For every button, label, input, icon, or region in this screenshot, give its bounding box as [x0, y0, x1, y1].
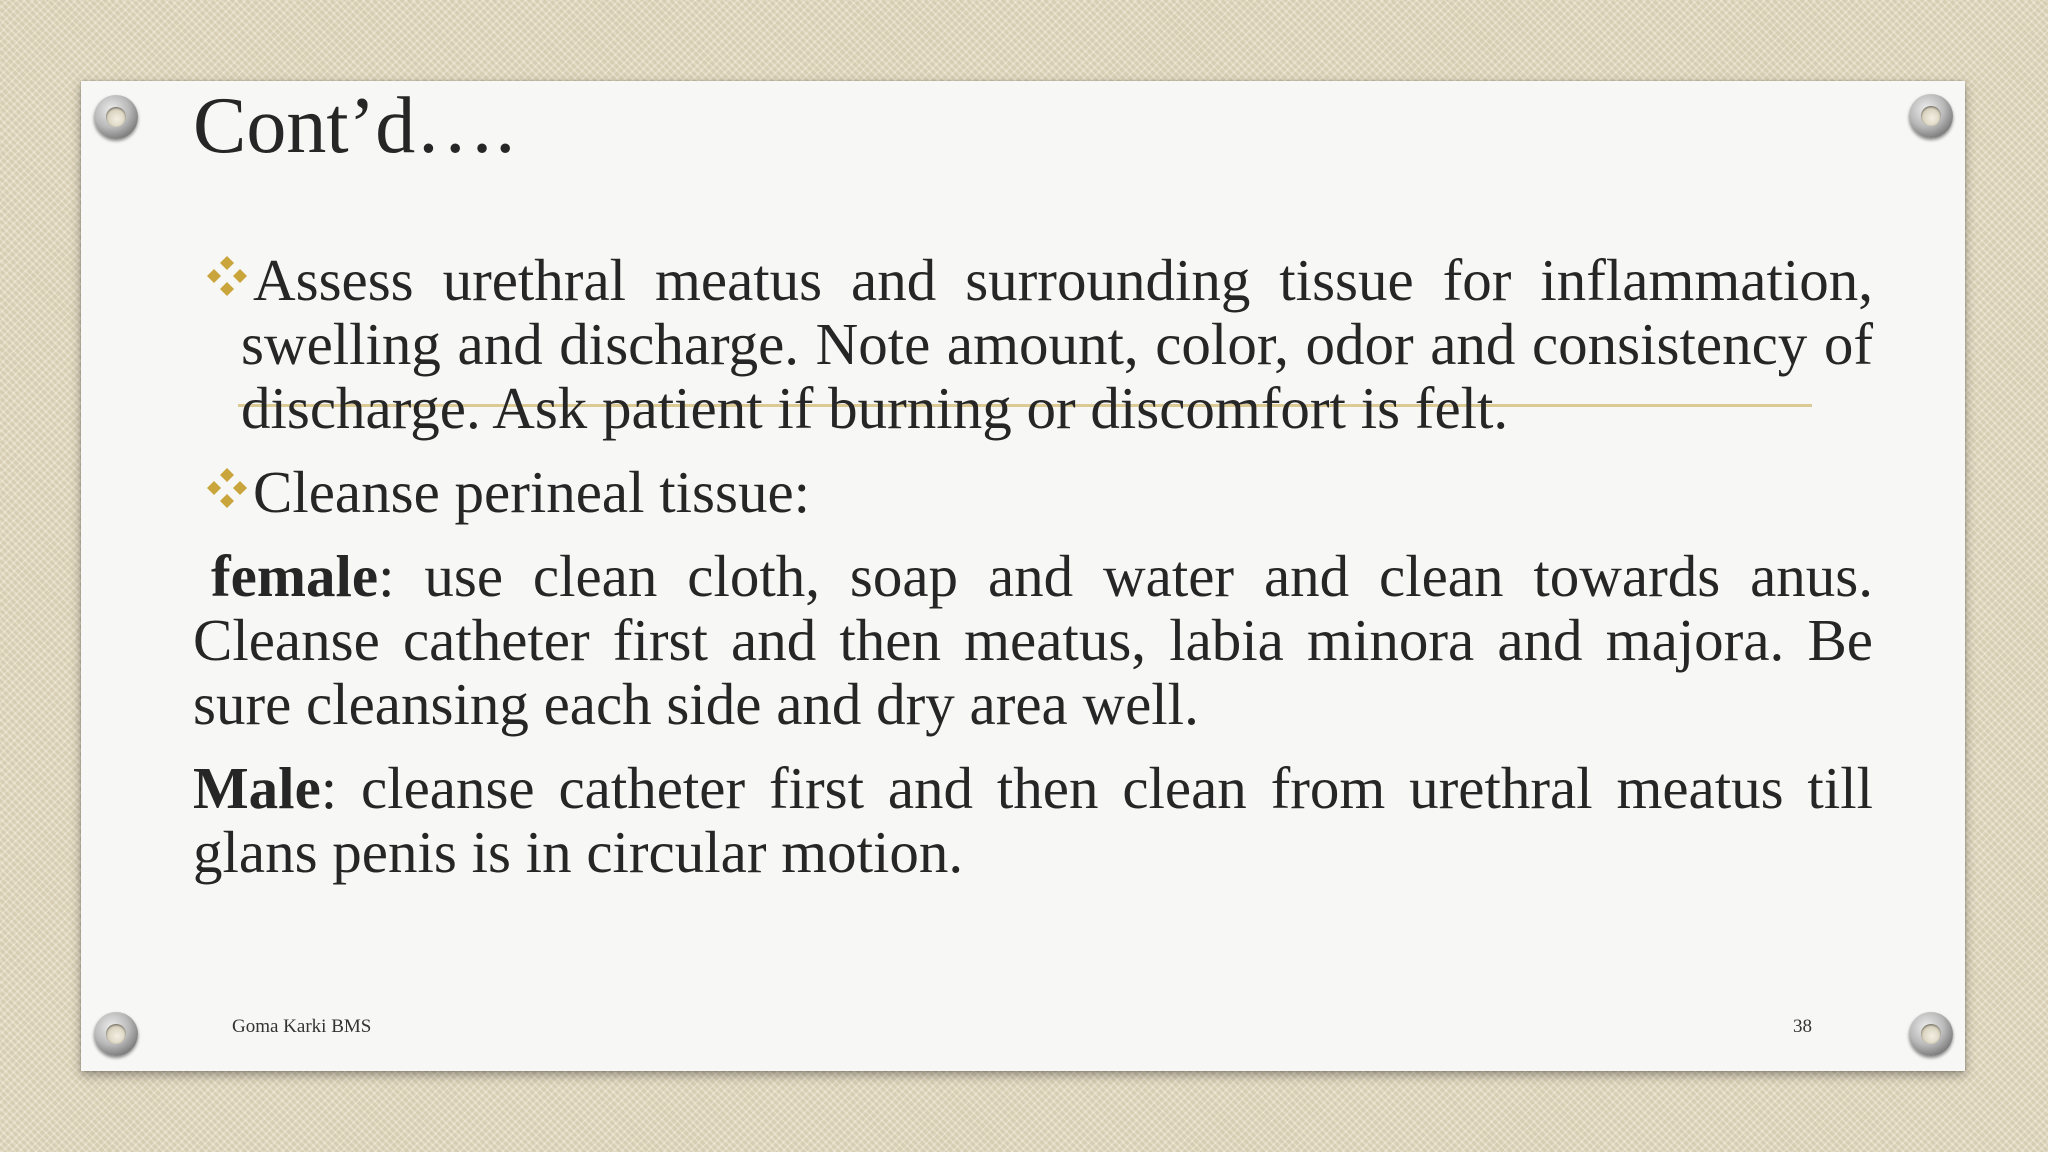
- grommet-bottom-left: [94, 1012, 138, 1056]
- grommet-top-right: [1909, 94, 1953, 138]
- female-instructions: [193, 544, 1873, 736]
- grommet-bottom-right: [1909, 1012, 1953, 1056]
- four-diamond-bullet-icon: [199, 252, 255, 308]
- male-instructions: [193, 756, 1873, 884]
- grommet-top-left: [94, 95, 138, 139]
- footer-page-number: 38: [1793, 1016, 1812, 1037]
- bullet-text-cleanse: Cleanse perineal tissue:: [253, 459, 811, 525]
- bullet-item-cleanse: [193, 460, 1873, 524]
- male-label: Male: [193, 755, 321, 821]
- bullet-item-assess: [193, 248, 1873, 440]
- female-text: : use clean cloth, soap and water and clean towards anus. Cleanse catheter first and then meatus, labia minora and majora. Be sure cleansing each side and dry area well.: [193, 543, 1873, 737]
- slide-title: Cont’d….: [193, 82, 516, 170]
- slide-content: [193, 248, 1873, 884]
- female-label: female: [211, 543, 379, 609]
- male-text: : cleanse catheter first and then clean from urethral meatus till glans penis is in circular motion.: [193, 755, 1873, 885]
- footer-author: Goma Karki BMS: [232, 1016, 372, 1037]
- four-diamond-bullet-icon: [199, 464, 255, 520]
- bullet-text-assess: Assess urethral meatus and surrounding tissue for inflammation, swelling and discharge. Note amount, color, odor and consistency of discharge. Ask patient if burning or discomfort is felt.: [241, 247, 1873, 441]
